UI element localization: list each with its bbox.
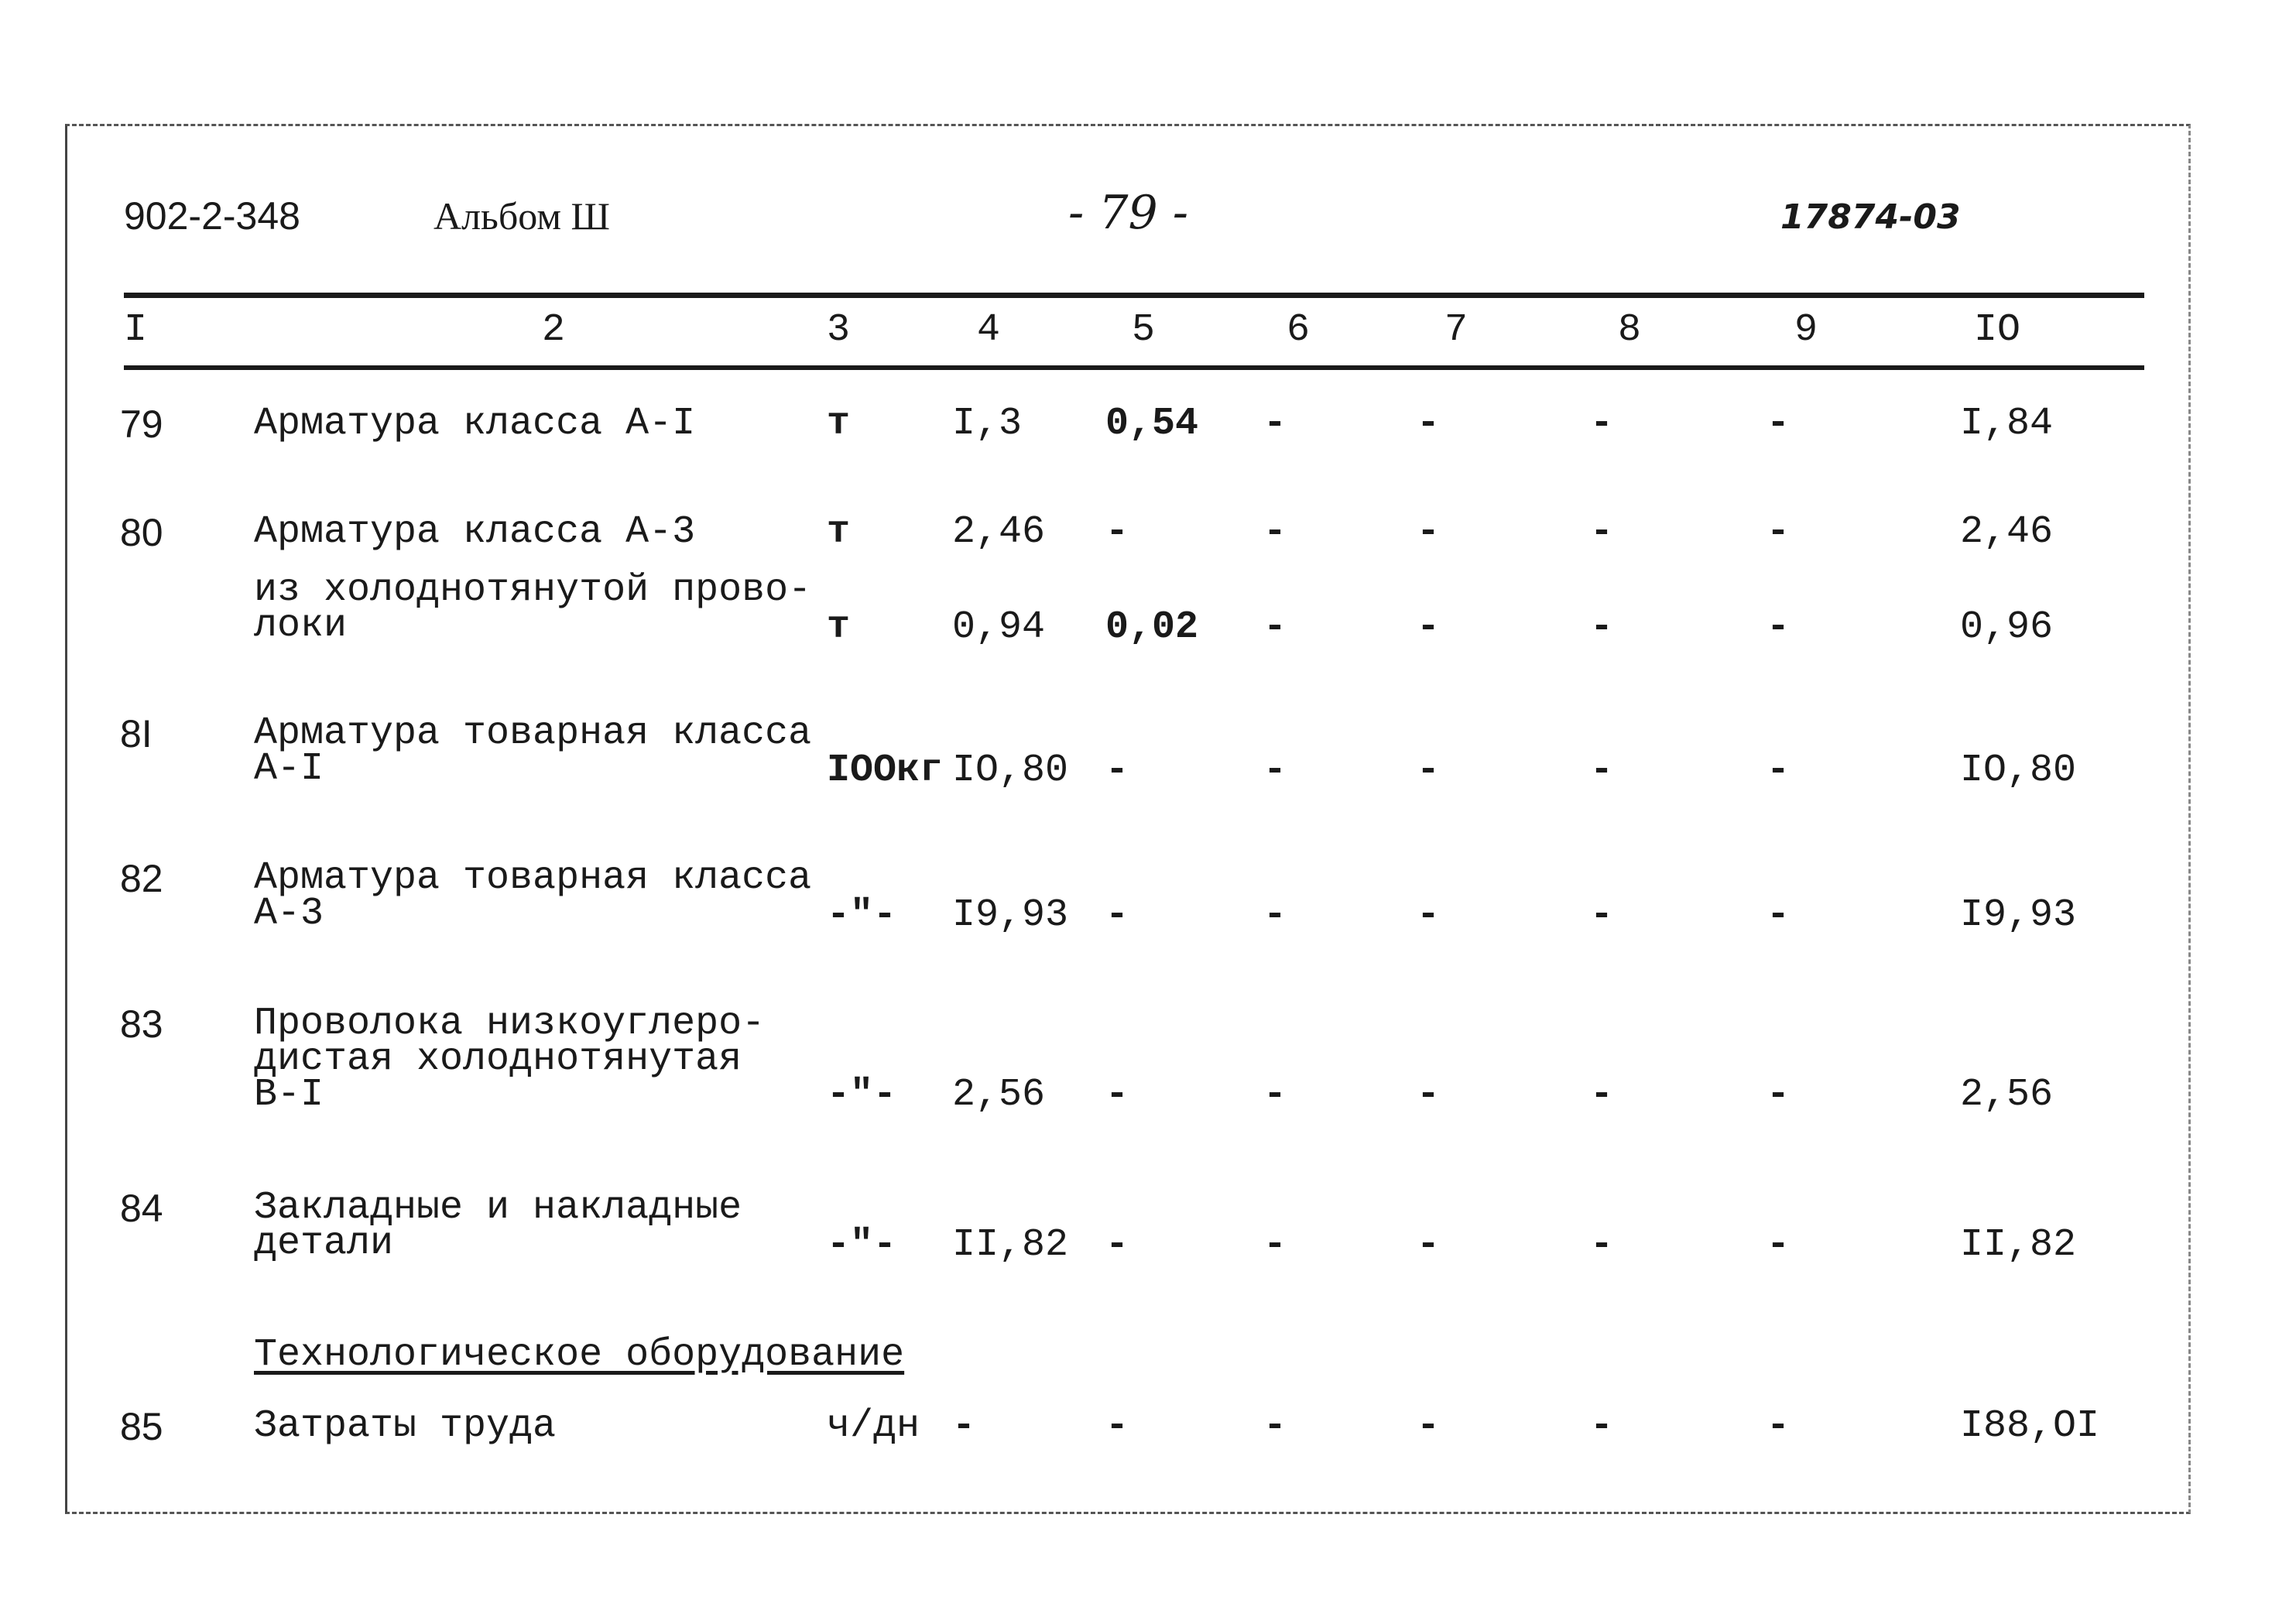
- row-unit: т: [827, 402, 851, 446]
- table-header-rule: [124, 365, 2144, 370]
- document-code: 902-2-348: [124, 194, 300, 238]
- row-col-7: -: [1417, 749, 1441, 793]
- row-col-9: -: [1767, 893, 1791, 937]
- row-col-9: -: [1767, 402, 1791, 446]
- row-number: 79: [120, 403, 163, 446]
- row-col-10: I9,93: [1960, 893, 2077, 937]
- column-header: 5: [1132, 308, 1156, 352]
- row-name: Арматура класса А-3: [254, 510, 696, 554]
- column-header: I: [124, 308, 148, 352]
- row-col-8: -: [1590, 510, 1614, 554]
- row-col-5: -: [1105, 893, 1129, 937]
- row-col-10: IO,80: [1960, 749, 2077, 793]
- column-header: 4: [977, 308, 1001, 352]
- column-header: 6: [1287, 308, 1311, 352]
- row-col-6: -: [1263, 893, 1287, 937]
- row-col-9: -: [1767, 605, 1791, 649]
- row-number: 82: [120, 857, 163, 900]
- row-col-10: I,84: [1960, 402, 2054, 446]
- row-col-10: 2,56: [1960, 1073, 2054, 1117]
- row-col-4: I,3: [952, 402, 1023, 446]
- row-col-6: -: [1263, 1223, 1287, 1267]
- row-col-9: -: [1767, 749, 1791, 793]
- row-col-4: I9,93: [952, 893, 1069, 937]
- row-col-6: -: [1263, 510, 1287, 554]
- row-col-8: -: [1590, 1404, 1614, 1448]
- row-col-10: 0,96: [1960, 605, 2054, 649]
- row-col-4: II,82: [952, 1223, 1069, 1267]
- row-col-7: -: [1417, 1073, 1441, 1117]
- row-col-9: -: [1767, 510, 1791, 554]
- row-col-7: -: [1417, 893, 1441, 937]
- row-name: Арматура товарная класса А-I: [254, 711, 812, 791]
- row-col-9: -: [1767, 1223, 1791, 1267]
- row-col-7: -: [1417, 1404, 1441, 1448]
- row-unit: IOOкг: [827, 749, 944, 793]
- row-col-6: -: [1263, 749, 1287, 793]
- row-col-4: -: [952, 1404, 976, 1448]
- row-col-10: II,82: [1960, 1223, 2077, 1267]
- row-col-9: -: [1767, 1073, 1791, 1117]
- row-col-8: -: [1590, 1223, 1614, 1267]
- row-number: 84: [120, 1187, 163, 1230]
- row-col-8: -: [1590, 749, 1614, 793]
- row-col-7: -: [1417, 510, 1441, 554]
- row-col-5: -: [1105, 749, 1129, 793]
- column-header: 3: [827, 308, 851, 352]
- row-col-6: -: [1263, 402, 1287, 446]
- row-col-7: -: [1417, 1223, 1441, 1267]
- row-number: 85: [120, 1405, 163, 1448]
- row-unit: т: [827, 605, 851, 649]
- row-number: 83: [120, 1002, 163, 1046]
- row-col-5: -: [1105, 510, 1129, 554]
- row-name: Проволока низкоуглеро- дистая холоднотянутая В-I: [254, 1002, 766, 1117]
- row-col-8: -: [1590, 1073, 1614, 1117]
- row-col-8: -: [1590, 402, 1614, 446]
- row-unit: -"-: [827, 893, 897, 937]
- row-col-5: 0,54: [1105, 402, 1199, 446]
- row-col-5: -: [1105, 1073, 1129, 1117]
- row-col-4: 2,56: [952, 1073, 1046, 1117]
- row-col-6: -: [1263, 605, 1287, 649]
- row-col-10: 2,46: [1960, 510, 2054, 554]
- row-unit: т: [827, 510, 851, 554]
- row-col-6: -: [1263, 1404, 1287, 1448]
- row-number: 80: [120, 511, 163, 554]
- column-header: 7: [1444, 308, 1468, 352]
- row-col-5: -: [1105, 1404, 1129, 1448]
- row-unit: -"-: [827, 1073, 897, 1117]
- column-header: 9: [1794, 308, 1818, 352]
- row-col-5: -: [1105, 1223, 1129, 1267]
- row-col-4: IO,80: [952, 749, 1069, 793]
- row-col-4: 2,46: [952, 510, 1046, 554]
- row-col-6: -: [1263, 1073, 1287, 1117]
- row-col-4: 0,94: [952, 605, 1046, 649]
- row-col-7: -: [1417, 605, 1441, 649]
- column-header: IO: [1974, 308, 2021, 352]
- row-name: Арматура товарная класса А-3: [254, 856, 812, 936]
- row-col-10: I88,OI: [1960, 1404, 2100, 1448]
- archive-stamp: 17874-03: [1780, 197, 1961, 237]
- section-title: Технологическое оборудование: [254, 1333, 905, 1377]
- column-header: 8: [1618, 308, 1642, 352]
- row-col-7: -: [1417, 402, 1441, 446]
- row-col-8: -: [1590, 893, 1614, 937]
- row-name: Арматура класса А-I: [254, 402, 696, 446]
- column-header: 2: [542, 308, 566, 352]
- row-unit: -"-: [827, 1223, 897, 1267]
- row-number: 8I: [120, 712, 152, 755]
- row-name: Закладные и накладные детали: [254, 1186, 742, 1266]
- row-col-5: 0,02: [1105, 605, 1199, 649]
- page-number: - 79 -: [1068, 186, 1189, 240]
- album-label: Альбом Ш: [433, 194, 610, 238]
- page-frame: [65, 124, 2191, 1514]
- row-name: из холоднотянутой прово- локи: [254, 568, 812, 648]
- row-unit: ч/дн: [827, 1404, 920, 1448]
- row-name: Затраты труда: [254, 1404, 557, 1448]
- row-col-9: -: [1767, 1404, 1791, 1448]
- row-col-8: -: [1590, 605, 1614, 649]
- table-top-rule: [124, 293, 2144, 298]
